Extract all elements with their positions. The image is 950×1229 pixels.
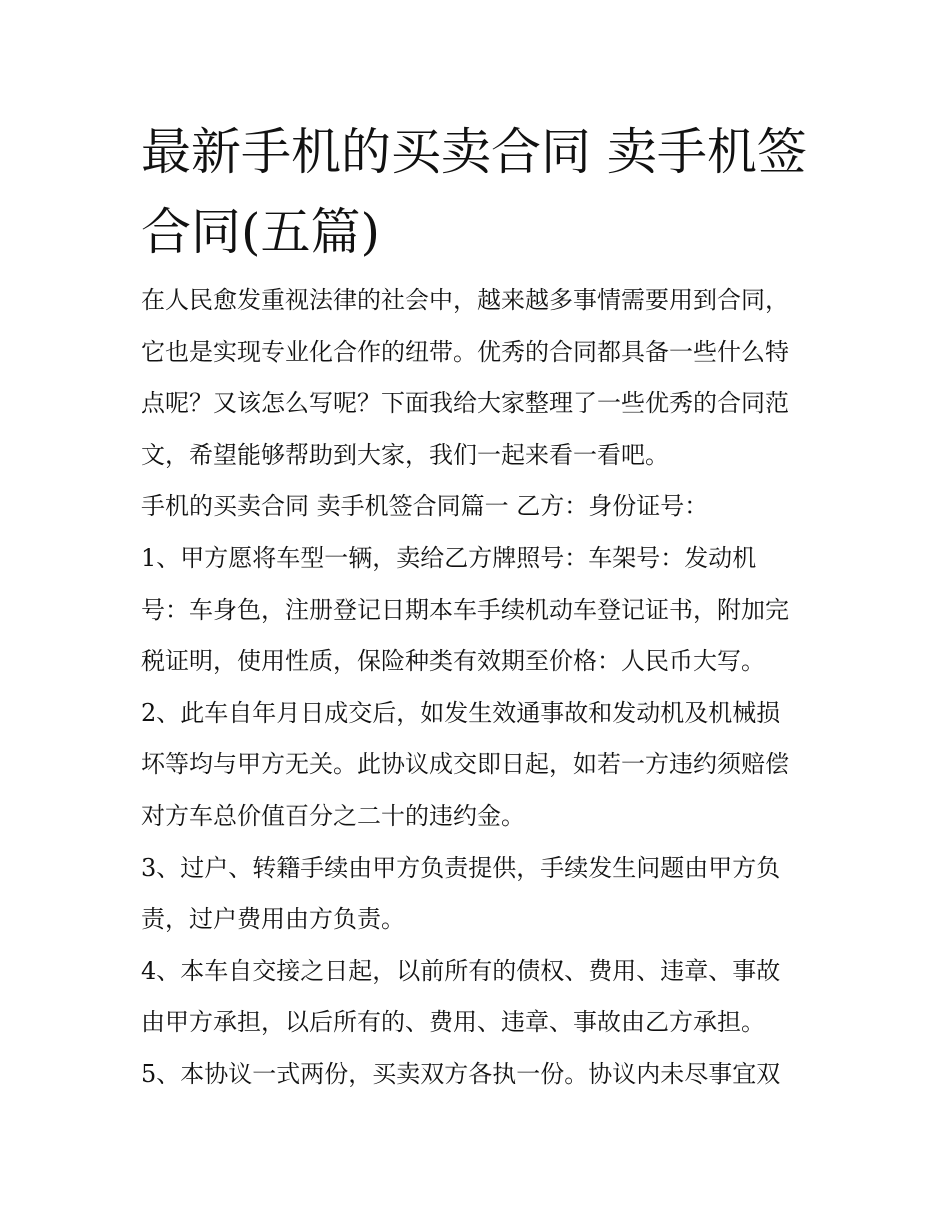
clause-line: 1、甲方愿将车型一辆，卖给乙方牌照号：车架号：发动机	[141, 543, 757, 572]
document-body	[141, 275, 831, 1101]
clause-line: 由甲方承担，以后所有的、费用、违章、事故由乙方承担。	[141, 1008, 765, 1037]
clause-line: 税证明，使用性质，保险种类有效期至价格：人民币大写。	[141, 647, 765, 676]
body-line: 点呢？又该怎么写呢？下面我给大家整理了一些优秀的合同范	[141, 389, 789, 418]
clause-line: 2、此车自年月日成交后，如发生效通事故和发动机及机械损	[141, 698, 781, 727]
clause-line: 3、过户、转籍手续由甲方负责提供，手续发生问题由甲方负	[141, 853, 781, 882]
section-heading: 手机的买卖合同 卖手机签合同篇一 乙方：身份证号：	[141, 492, 709, 521]
clause-line: 5、本协议一式两份，买卖双方各执一份。协议内未尽事宜双	[141, 1059, 781, 1088]
clause-line: 对方车总价值百分之二十的违约金。	[141, 801, 525, 830]
clause-line: 责，过户费用由方负责。	[141, 905, 405, 934]
title-line: 合同(五篇)	[141, 203, 381, 261]
body-line: 它也是实现专业化合作的纽带。优秀的合同都具备一些什么特	[141, 337, 789, 366]
clause-line: 号：车身色，注册登记日期本车手续机动车登记证书，附加完	[141, 595, 789, 624]
body-line: 在人民愈发重视法律的社会中，越来越多事情需要用到合同，	[141, 286, 789, 314]
clause-line: 坏等均与甲方无关。此协议成交即日起，如若一方违约须赔偿	[141, 750, 789, 779]
title-line: 最新手机的买卖合同 卖手机签	[141, 123, 807, 181]
body-line: 文，希望能够帮助到大家，我们一起来看一看吧。	[141, 440, 669, 469]
clause-line: 4、本车自交接之日起，以前所有的债权、费用、违章、事故	[141, 956, 781, 985]
page-title	[141, 112, 821, 272]
